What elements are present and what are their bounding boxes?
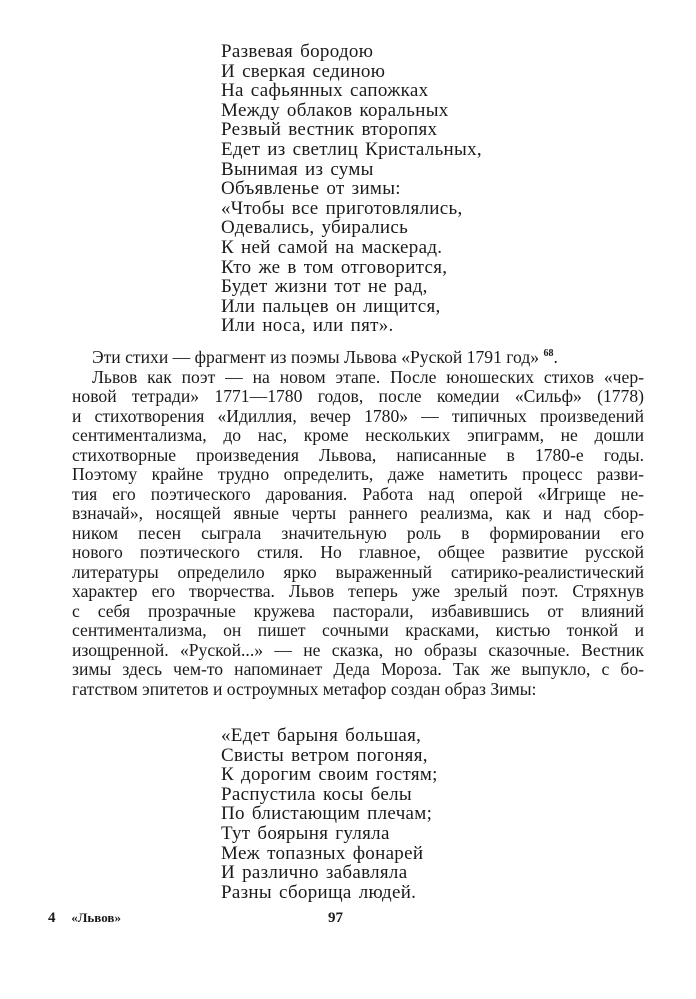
poem-line: Объявленье от зимы:	[221, 178, 401, 200]
signature-number: 4	[48, 910, 56, 926]
prose-line: изощренной. «Руской...» — не сказка, но образы сказочные. Вестник	[72, 639, 644, 660]
poem-line: Едет из светлиц Кристальных,	[221, 138, 482, 160]
prose-line: сентиментализма, до нас, кроме нескольких эпиграмм, не дошли	[72, 425, 644, 445]
prose-line: ником песен сыграла значительную роль в формировании его	[72, 522, 644, 543]
poem-excerpt-top	[221, 42, 482, 336]
poem-line: «Едет барыня большая,	[221, 725, 422, 746]
prose-line: стихотворные произведения Львова, написанные в 1780-е годы.	[72, 444, 644, 465]
poem-line: По блистающим плечам;	[221, 803, 433, 825]
poem-line: К дорогим своим гостям;	[221, 764, 438, 786]
poem-line: Вынимая из сумы	[221, 158, 374, 180]
poem-excerpt-bottom	[221, 726, 438, 902]
prose-line: гатством эпитетов и остроумных метафор создан образ Зимы:	[72, 678, 537, 699]
prose-line: взначай», носящей явные черты раннего реализма, как и над сбор-	[72, 503, 644, 523]
prose-line: с себя прозрачные кружева пасторали, избавившись от влияний	[72, 600, 644, 621]
poem-line: Одевались, убирались	[221, 217, 409, 239]
prose-line: нового поэтического стиля. Но главное, общее развитие русской	[72, 542, 644, 562]
page-number: 97	[328, 910, 343, 926]
prose-body	[72, 348, 644, 699]
prose-line	[72, 368, 644, 388]
poem-line: Развевая бородою	[221, 41, 374, 62]
printer-signature-mark	[48, 910, 121, 927]
prose-line: характер его творчества. Львов теперь уже зрелый поэт. Стряхнув	[72, 581, 644, 601]
prose-line: литературы определило ярко выраженный сатирико-реалистический	[72, 561, 644, 582]
paragraph-intro	[72, 348, 644, 368]
prose-line: зимы здесь чем-то напоминает Деда Мороза. Так же выпукло, с бо-	[72, 659, 644, 679]
prose-line-text: Львов как поэт — на новом этапе. После юношеских стихов «чер-	[92, 366, 644, 387]
prose-line: и стихотворения «Идиллия, вечер 1780» — типичных произведений	[72, 405, 644, 426]
prose-line: Поэтому крайне трудно определить, даже наметить процесс разви-	[72, 464, 644, 484]
poem-line: И различно забавляла	[221, 862, 408, 884]
paragraph-intro-period: .	[553, 347, 558, 367]
poem-line: Или пальцев он лищится,	[221, 295, 441, 317]
poem-line: Разны сборища людей.	[221, 881, 417, 903]
poem-line: Меж топазных фонарей	[221, 842, 424, 864]
poem-line: Распустила косы белы	[221, 783, 412, 805]
poem-line: «Чтобы все приготовлялись,	[221, 197, 463, 219]
poem-line: Кто же в том отговорится,	[221, 256, 448, 278]
poem-line: Резвый вестник второпях	[221, 119, 438, 141]
poem-line: Тут боярыня гуляла	[221, 822, 390, 844]
prose-line: новой тетради» 1771—1780 годов, после комедии «Сильф» (1778)	[72, 386, 644, 406]
poem-line: К ней самой на маскерад.	[221, 236, 443, 258]
paragraph-intro-text: Эти стихи — фрагмент из поэмы Львова «Руской 1791 год»	[92, 347, 540, 367]
footnote-reference: 68	[543, 348, 554, 360]
prose-line: сентиментализма, он пишет сочными красками, кистью тонкой и	[72, 620, 644, 640]
prose-line: тия его поэтического дарования. Работа над оперой «Игрище не-	[72, 483, 644, 504]
poem-line: Свисты ветром погоняя,	[221, 744, 428, 766]
poem-line: На сафьянных сапожках	[221, 80, 429, 102]
signature-name: «Львов»	[71, 910, 121, 925]
poem-line: Между облаков коральных	[221, 99, 449, 121]
poem-line: Или носа, или пят».	[221, 315, 394, 337]
poem-line: Будет жизни тот не рад,	[221, 276, 428, 298]
poem-line: И сверкая сединою	[221, 60, 386, 82]
